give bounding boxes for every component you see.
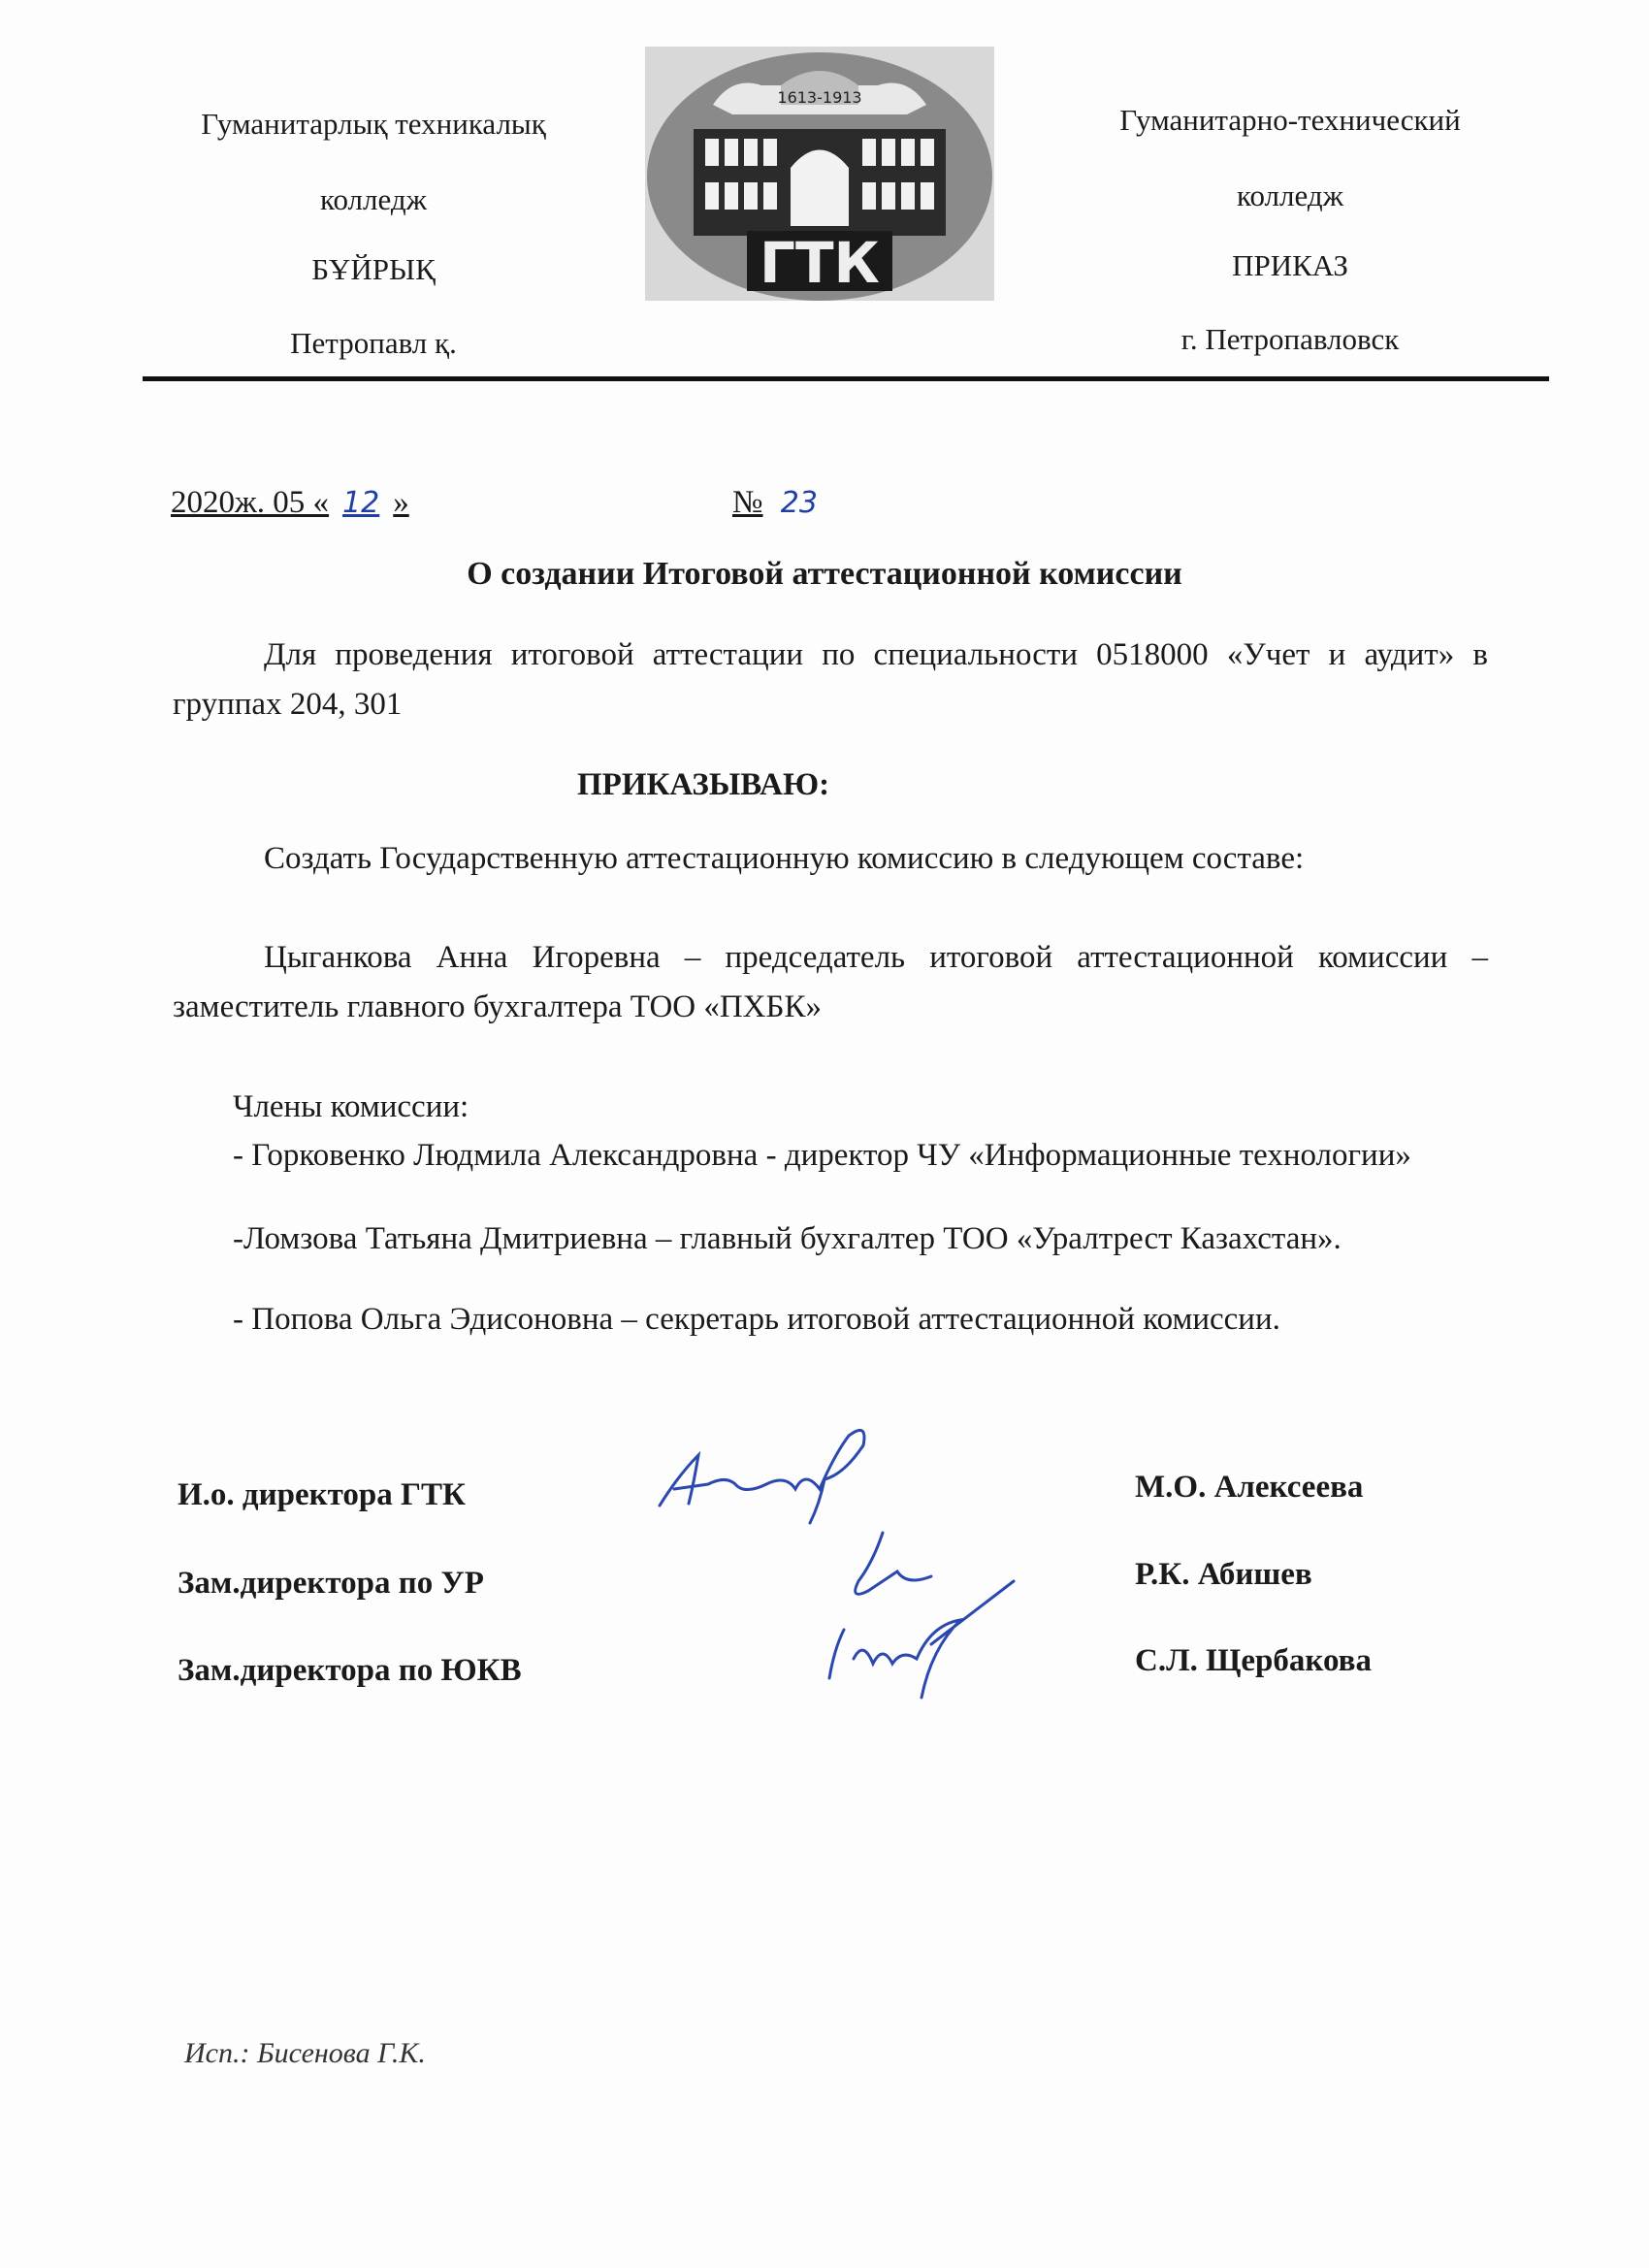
signature-position-ukv: Зам.директора по ЮКВ [178, 1653, 522, 1688]
signature-position-director: И.о. директора ГТК [178, 1477, 466, 1512]
create-paragraph: Создать Государственную аттестационную комиссию в следующем составе: [264, 841, 1305, 876]
header-right-org-line2: колледж [1236, 178, 1344, 212]
signature-name-director: М.О. Алексеева [1135, 1470, 1364, 1505]
order-number [732, 485, 818, 521]
order-date [171, 485, 409, 521]
header-left-doc-type: БҰЙРЫҚ [311, 252, 436, 286]
header-divider [143, 376, 1549, 381]
order-date-prefix: 2020ж. 05 « [171, 485, 330, 520]
college-logo [645, 47, 994, 301]
order-number-label: № [732, 485, 763, 520]
order-date-suffix: » [393, 485, 409, 520]
command-heading: ПРИКАЗЫВАЮ: [577, 767, 830, 802]
member-item: -Ломзова Татьяна Дмитриевна – главный бухгалтер ТОО «Уралтрест Казахстан». [233, 1221, 1342, 1256]
header-left-city: Петропавл қ. [290, 326, 457, 360]
member-item: - Попова Ольга Эдисоновна – секретарь итоговой аттестационной комиссии. [233, 1302, 1280, 1337]
logo-years: 1613-1913 [777, 88, 862, 107]
intro-paragraph: Для проведения итоговой аттестации по специальности 0518000 «Учет и аудит» в группах 204, 301 [173, 637, 1488, 722]
document-title: О создании Итоговой аттестационной комиссии [467, 556, 1182, 592]
order-date-day: 12 [342, 486, 380, 520]
signature-position-ur: Зам.директора по УР [178, 1566, 484, 1601]
logo-letters: ГТК [760, 230, 880, 296]
header-right-doc-type: ПРИКАЗ [1232, 248, 1348, 282]
signature-name-ukv: С.Л. Щербакова [1135, 1643, 1372, 1678]
signature-name-ur: Р.К. Абишев [1135, 1557, 1312, 1592]
chair-paragraph: Цыганкова Анна Игоревна – председатель итоговой аттестационной комиссии – заместитель главного бухгалтера ТОО «ПХБК» [173, 940, 1488, 1024]
executor-note: Исп.: Бисенова Г.К. [184, 2037, 426, 2069]
header-right-city: г. Петропавловск [1180, 322, 1400, 356]
header-right-org-line1: Гуманитарно-технический [1119, 103, 1461, 137]
members-label: Члены комиссии: [233, 1089, 469, 1124]
order-number-value: 23 [780, 486, 818, 520]
header-left-org-line1: Гуманитарлық техникалық [201, 107, 546, 141]
header-left-org-line2: колледж [319, 182, 428, 216]
member-item: - Горковенко Людмила Александровна - директор ЧУ «Информационные технологии» [233, 1138, 1411, 1173]
handwritten-signatures [640, 1416, 1028, 1727]
